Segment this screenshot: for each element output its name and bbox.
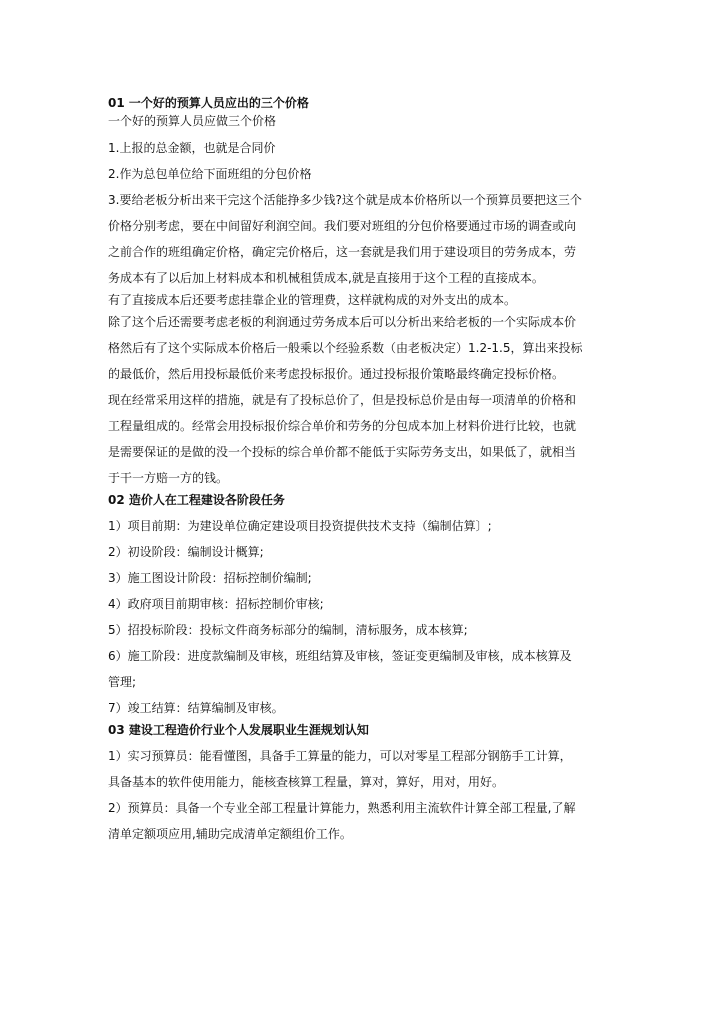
section1-line-8: 除了这个后还需要考虑老板的利润通过劳务成本后可以分析出来给老板的一个实际成本价 <box>108 315 577 329</box>
section3-line-3: 清单定额项应用,辅助完成清单定额组价工作。 <box>108 827 352 841</box>
section1-line-0: 一个好的预算人员应做三个价格 <box>108 114 277 128</box>
section1-line-14: 于干一方赔一方的钱。 <box>108 471 229 485</box>
section1-line-10: 的最低价，然后用投标最低价来考虑投标报价。通过投标报价策略最终确定投标价格。 <box>108 367 565 381</box>
section2-line-3: 4）政府项目前期审核：招标控制价审核; <box>108 597 324 611</box>
section1-line-7: 有了直接成本后还要考虑挂靠企业的管理费，这样就构成的对外支出的成本。 <box>108 293 517 307</box>
section2-line-0: 1）项目前期：为建设单位确定建设项目投资提供技术支持（编制估算〕; <box>108 519 492 533</box>
section1-line-3: 3.要给老板分析出来干完这个活能挣多少钱?这个就是成本价格所以一个预算员要把这三个 <box>108 193 582 207</box>
section1-line-12: 工程量组成的。经常会用投标报价综合单价和劳务的分包成本加上材料价进行比较，也就 <box>108 419 577 433</box>
section1-line-5: 之前合作的班组确定价格，确定完价格后，这一套就是我们用于建设项目的劳务成本，劳 <box>108 245 577 259</box>
section2-heading: 02 造价人在工程建设各阶段任务 <box>108 493 285 507</box>
section1-line-11: 现在经常采用这样的措施，就是有了投标总价了，但是投标总价是由每一项清单的价格和 <box>108 393 577 407</box>
section3-line-2: 2）预算员：具备一个专业全部工程量计算能力，熟悉利用主流软件计算全部工程量,了解 <box>108 801 576 815</box>
section3-line-0: 1）实习预算员：能看懂图，具备手工算量的能力，可以对零星工程部分钢筋手工计算， <box>108 749 572 763</box>
section2-line-1: 2）初设阶段：编制设计概算; <box>108 545 264 559</box>
section1-line-4: 价格分别考虑，要在中间留好利润空间。我们要对班组的分包价格要通过市场的调查或向 <box>108 219 577 233</box>
section2-line-4: 5）招投标阶段：投标文件商务标部分的编制，清标服务，成本核算; <box>108 623 468 637</box>
section1-line-9: 格然后有了这个实际成本价格后一般乘以个经验系数（由老板决定）1.2-1.5，算出来投标 <box>108 341 583 355</box>
section2-line-5: 6）施工阶段：进度款编制及审核，班组结算及审核，签证变更编制及审核，成本核算及 <box>108 649 572 663</box>
section2-line-6: 管理; <box>108 675 137 689</box>
document-page <box>108 94 618 843</box>
section1-line-6: 务成本有了以后加上材料成本和机械租赁成本,就是直接用于这个工程的直接成本。 <box>108 271 544 285</box>
section3-line-1: 具备基本的软件使用能力，能核查核算工程量，算对，算好，用对，用好。 <box>108 775 505 789</box>
section1-line-1: 1.上报的总金额，也就是合同价 <box>108 141 276 155</box>
section1-heading: 01 一个好的预算人员应出的三个价格 <box>108 96 309 110</box>
section2-line-7: 7）竣工结算：结算编制及审核。 <box>108 701 284 715</box>
section2-line-2: 3）施工图设计阶段：招标控制价编制; <box>108 571 312 585</box>
section1-line-2: 2.作为总包单位给下面班组的分包价格 <box>108 167 312 181</box>
section3-heading: 03 建设工程造价行业个人发展职业生涯规划认知 <box>108 723 369 737</box>
section1-line-13: 是需要保证的是做的没一个投标的综合单价都不能低于实际劳务支出，如果低了，就相当 <box>108 445 577 459</box>
